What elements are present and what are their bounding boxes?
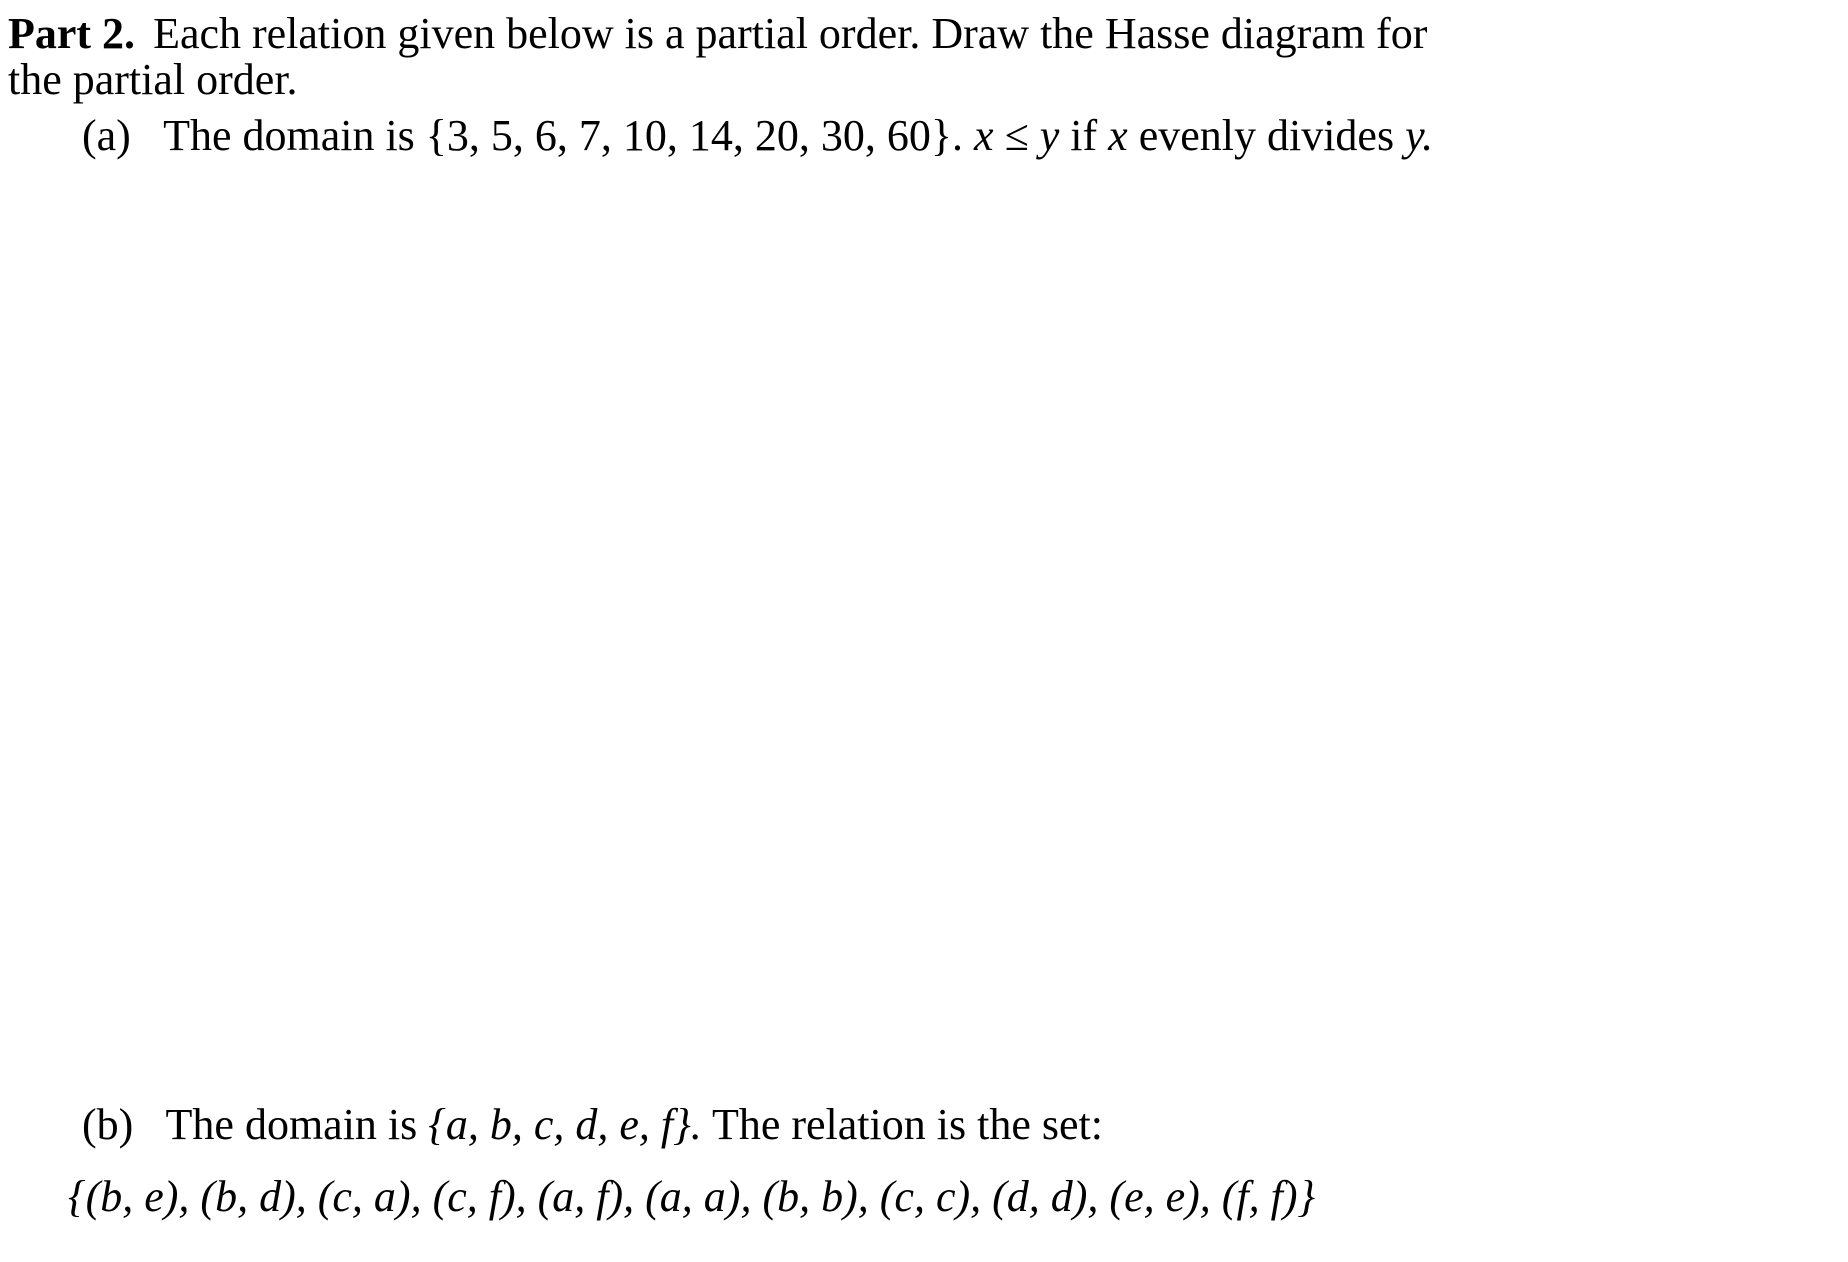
instruction-text-line1: Each relation given below is a partial order. Draw the Hasse diagram for xyxy=(153,9,1428,58)
instruction-text-line2: the partial order. xyxy=(8,55,298,104)
part-heading-line1 xyxy=(8,9,1428,58)
item-b-intro: The domain is xyxy=(165,1100,418,1149)
item-a xyxy=(82,111,1434,160)
item-a-if: if xyxy=(1070,111,1098,160)
item-a-var-y2: y. xyxy=(1405,111,1434,160)
part-label: Part 2. xyxy=(8,9,136,58)
item-b-relation-text: The relation is the set: xyxy=(711,1100,1103,1149)
item-a-label: (a) xyxy=(82,111,131,160)
item-a-var-x2: x xyxy=(1108,111,1128,160)
item-a-var-y: y xyxy=(1039,111,1060,160)
item-b-relation-set xyxy=(68,1172,1316,1221)
relation-set-text: {(b, e), (b, d), (c, a), (c, f), (a, f), (a, a), (b, b), (c, c), (d, d), (e, e), (f, f)} xyxy=(68,1172,1316,1221)
part-heading-line2 xyxy=(8,55,298,104)
item-b-label: (b) xyxy=(82,1100,134,1149)
item-a-leq-symbol: ≤ xyxy=(1004,111,1029,160)
item-a-var-x: x xyxy=(974,111,994,160)
item-b xyxy=(82,1100,1103,1149)
item-a-divides: evenly divides xyxy=(1138,111,1395,160)
item-b-domain-set: {a, b, c, d, e, f}. xyxy=(428,1100,702,1149)
item-a-domain-set: {3, 5, 6, 7, 10, 14, 20, 30, 60}. xyxy=(425,111,964,160)
item-a-intro: The domain is xyxy=(163,111,415,160)
